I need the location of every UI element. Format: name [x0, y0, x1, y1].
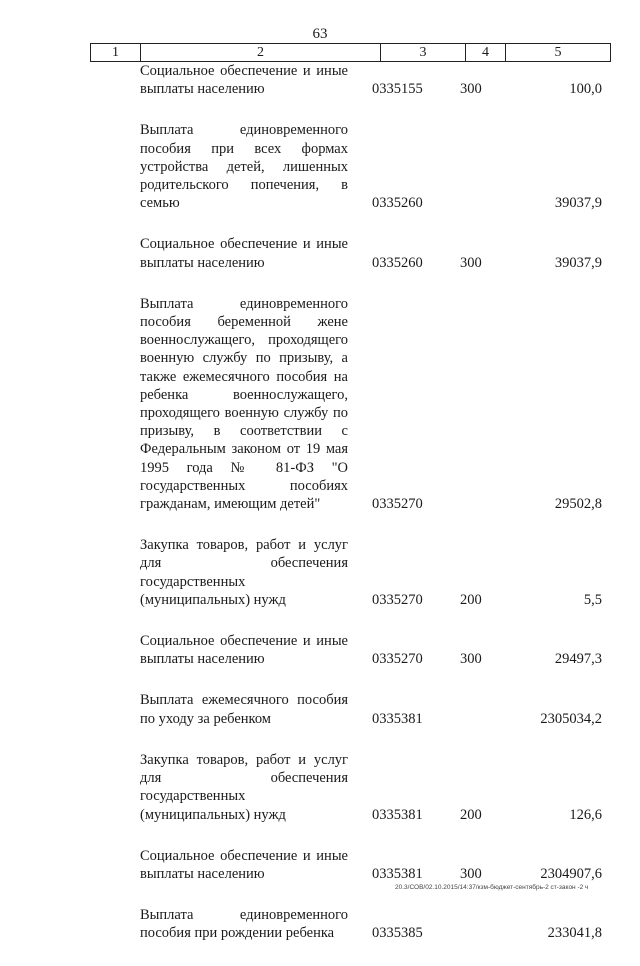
row-code: 0335270: [372, 496, 423, 513]
table-row: [0, 751, 640, 824]
table-row: [0, 121, 640, 212]
row-description: Социальное обеспечение и иные выплаты населению: [140, 847, 348, 882]
row-description: Социальное обеспечение и иные выплаты населению: [140, 63, 348, 98]
column-header-2: 2: [141, 44, 381, 62]
row-description: Выплата единовременного пособия при всех формах устройства детей, лишенных родительского попечения, в семью: [140, 122, 348, 212]
row-amount: 29502,8: [554, 496, 602, 513]
row-code: 0335270: [372, 591, 423, 608]
row-code: 0335155: [372, 81, 423, 98]
table-row: [0, 632, 640, 668]
document-footer: 20.3/СОВ/02.10.2015/14:37/кзм-бюджет-сентябрь-2 ст-закон -2 ч: [395, 884, 589, 891]
row-expense-type: 200: [460, 806, 482, 823]
row-code: 0335260: [372, 195, 423, 212]
column-header-table: [90, 43, 611, 62]
row-code: 0335381: [372, 865, 423, 882]
row-code: 0335260: [372, 254, 423, 271]
table-row: [0, 847, 640, 883]
table-row: [0, 235, 640, 271]
row-amount: 2304907,6: [540, 865, 602, 882]
column-header-4: 4: [466, 44, 506, 62]
budget-rows: [0, 62, 640, 966]
row-amount: 5,5: [583, 591, 602, 608]
page-number: 63: [312, 26, 328, 42]
row-amount: 233041,8: [547, 925, 602, 942]
row-description: Выплата единовременного пособия при рождении ребенка: [140, 907, 348, 942]
row-amount: 126,6: [569, 806, 602, 823]
column-header-5: 5: [506, 44, 611, 62]
table-row: [0, 691, 640, 727]
table-row: [0, 906, 640, 942]
row-code: 0335381: [372, 806, 423, 823]
row-expense-type: 300: [460, 81, 482, 98]
row-description: Выплата ежемесячного пособия по уходу за ребенком: [140, 692, 348, 727]
row-expense-type: 300: [460, 865, 482, 882]
row-code: 0335381: [372, 710, 423, 727]
row-code: 0335270: [372, 651, 423, 668]
table-row: [0, 295, 640, 513]
row-description: Социальное обеспечение и иные выплаты населению: [140, 236, 348, 271]
row-expense-type: 300: [460, 651, 482, 668]
row-code: 0335385: [372, 925, 423, 942]
row-amount: 100,0: [569, 81, 602, 98]
row-amount: 39037,9: [554, 254, 602, 271]
column-header-3: 3: [381, 44, 466, 62]
column-header-1: 1: [91, 44, 141, 62]
row-amount: 2305034,2: [540, 710, 602, 727]
row-amount: 39037,9: [554, 195, 602, 212]
row-expense-type: 300: [460, 254, 482, 271]
table-row: [0, 62, 640, 98]
row-amount: 29497,3: [554, 651, 602, 668]
row-expense-type: 200: [460, 591, 482, 608]
table-row: [0, 536, 640, 609]
row-description: Закупка товаров, работ и услуг для обеспечения государственных (муниципальных) нужд: [140, 537, 348, 608]
row-description: Закупка товаров, работ и услуг для обеспечения государственных (муниципальных) нужд: [140, 751, 348, 823]
row-description: Выплата единовременного пособия беременной жене военнослужащего, проходящего военную службу по призыву, а также ежемесячного пособия на ребенка военнослужащего, проходящего военную службу по призыву, в соответствии с Федеральным законом от 19 мая 1995 года № 81-ФЗ "О государственных пособиях гражданам, имеющим детей": [140, 295, 348, 513]
row-description: Социальное обеспечение и иные выплаты населению: [140, 633, 348, 668]
